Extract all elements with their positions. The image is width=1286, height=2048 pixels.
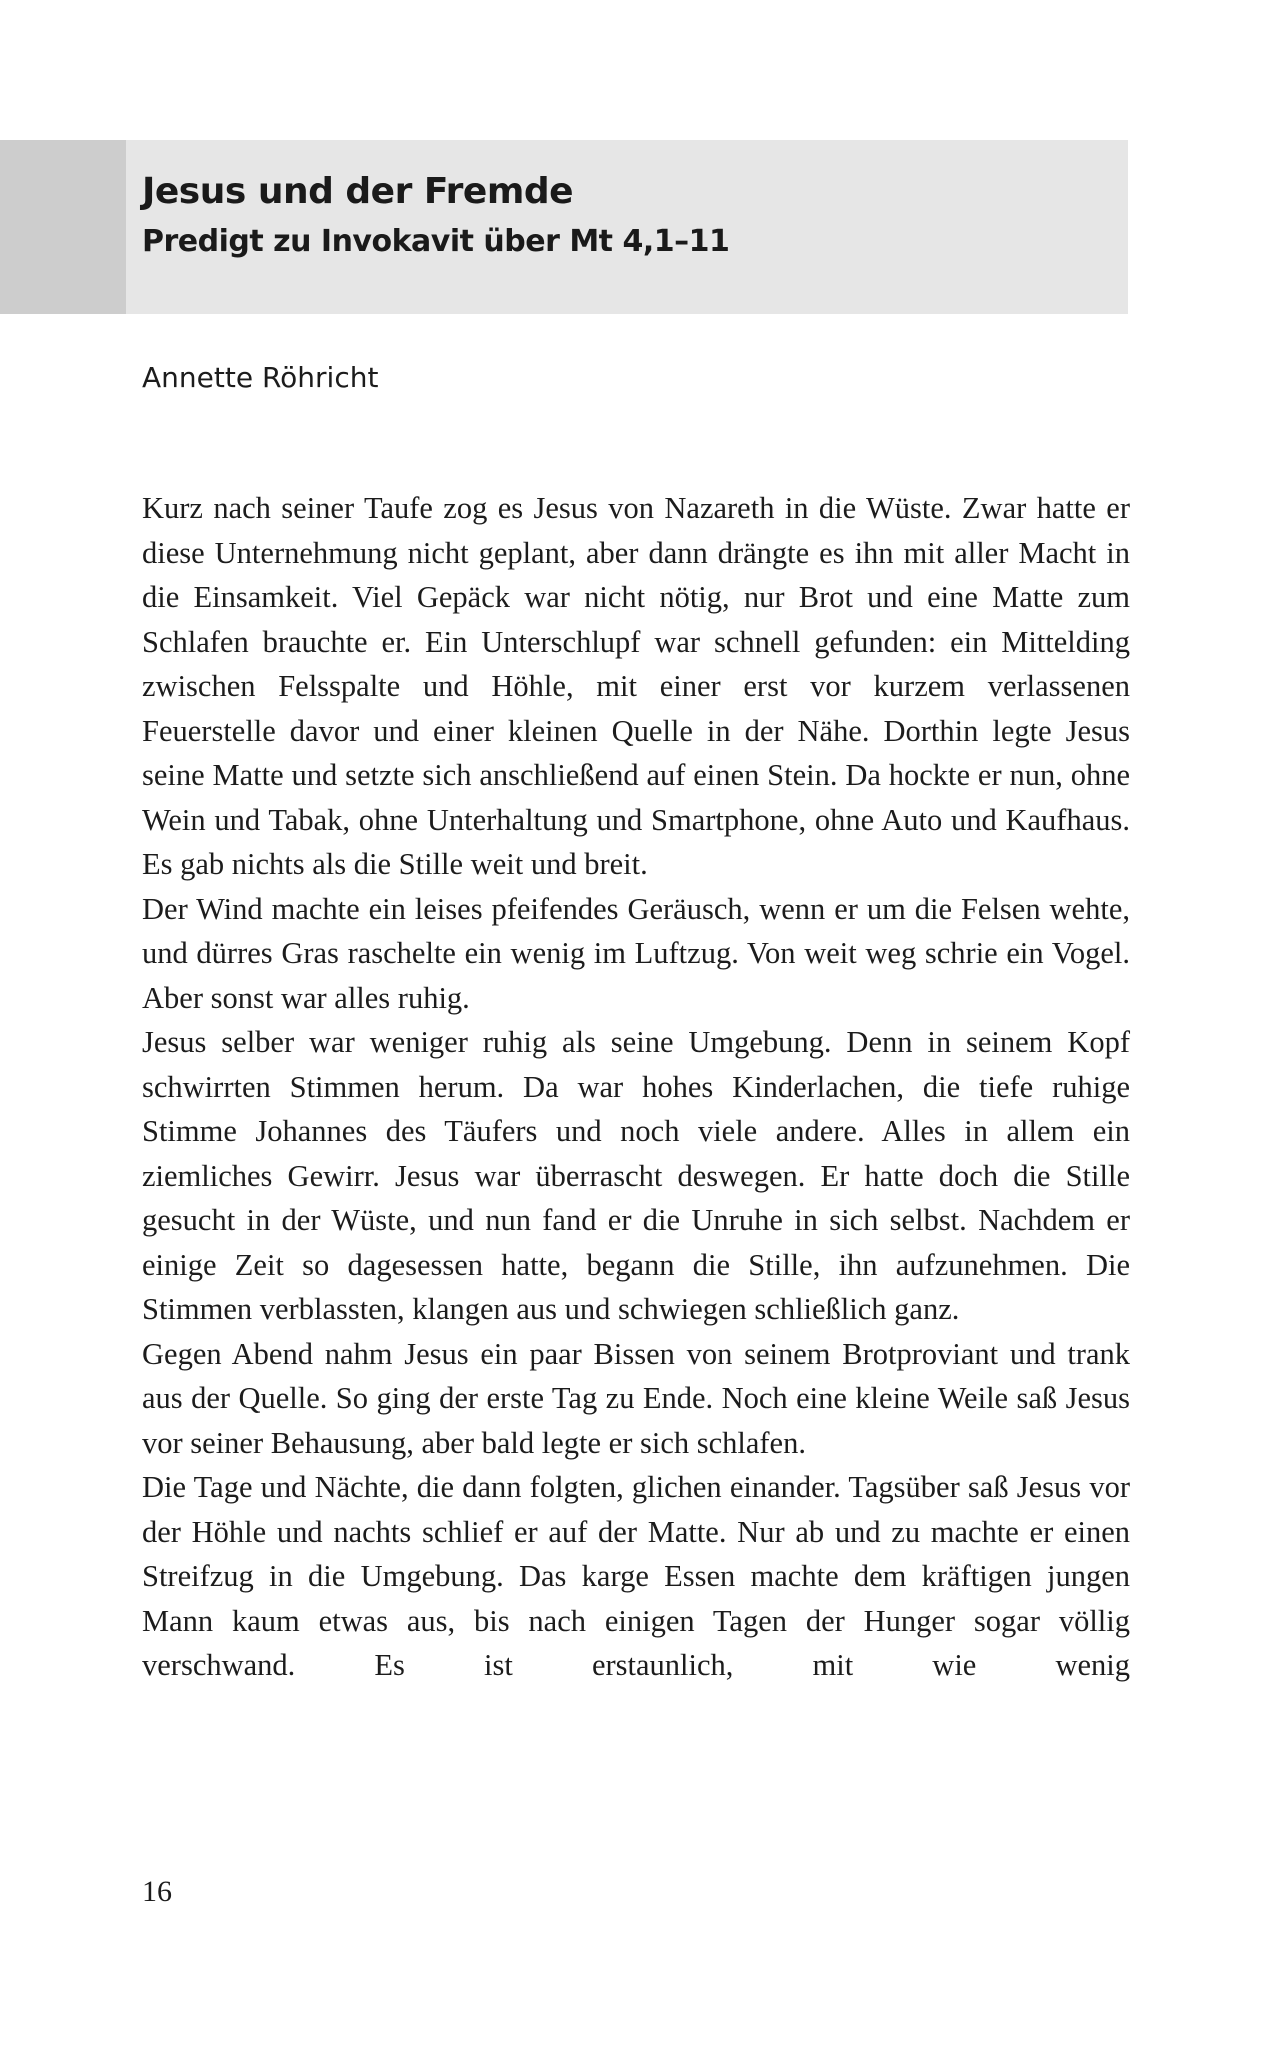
paragraph: Gegen Abend nahm Jesus ein paar Bissen von seinem Brotproviant und trank aus der Quelle. So ging der erste Tag zu Ende. Noch eine kleine Weile saß Jesus vor seiner Behausung, aber bald legte er sich schlafen. — [142, 1336, 1130, 1460]
paragraph: Jesus selber war weniger ruhig als seine Umgebung. Denn in seinem Kopf schwirrten Stimmen herum. Da war hohes Kinderlachen, die tiefe ruhige Stimme Johannes des Täufers und noch viele andere. Alles in allem ein ziemliches Gewirr. Jesus war überrascht deswegen. Er hatte doch die Stille gesucht in der Wüste, und nun fand er die Unruhe in sich selbst. Nachdem er einige Zeit so dagesessen hatte, begann die Stille, ihn aufzunehmen. Die Stimmen verblassten, klangen aus und schwiegen schließlich ganz. — [142, 1025, 1130, 1326]
paragraph: Der Wind machte ein leises pfeifendes Geräusch, wenn er um die Felsen wehte, und dürres Gras raschelte ein wenig im Luftzug. Von weit weg schrie ein Vogel. Aber sonst war alles ruhig. — [142, 891, 1130, 1015]
header-tab — [0, 140, 126, 314]
body-text — [142, 486, 1130, 1688]
paragraph: Die Tage und Nächte, die dann folgten, glichen einander. Tagsüber saß Jesus vor der Höhle und nachts schlief er auf der Matte. Nur ab und zu machte er einen Streifzug in die Umgebung. Das karge Essen machte dem kräftigen jungen Mann kaum etwas aus, bis nach einigen Tagen der Hunger sogar völlig verschwand. Es ist erstaunlich, mit wie wenig — [142, 1470, 1130, 1682]
author-name: Annette Röhricht — [142, 361, 379, 394]
chapter-subtitle: Predigt zu Invokavit über Mt 4,1–11 — [142, 224, 730, 259]
page-number: 16 — [142, 1875, 172, 1908]
chapter-title: Jesus und der Fremde — [142, 171, 574, 212]
paragraph: Kurz nach seiner Taufe zog es Jesus von Nazareth in die Wüste. Zwar hatte er diese Unternehmung nicht geplant, aber dann drängte es ihn mit aller Macht in die Einsamkeit. Viel Gepäck war nicht nötig, nur Brot und eine Matte zum Schlafen brauchte er. Ein Unterschlupf war schnell gefunden: ein Mittelding zwischen Felsspalte und Höhle, mit einer erst vor kurzem verlassenen Feuerstelle davor und einer kleinen Quelle in der Nähe. Dorthin legte Jesus seine Matte und setzte sich anschließend auf einen Stein. Da hockte er nun, ohne Wein und Tabak, ohne Unterhaltung und Smartphone, ohne Auto und Kaufhaus. Es gab nichts als die Stille weit und breit. — [142, 491, 1130, 881]
